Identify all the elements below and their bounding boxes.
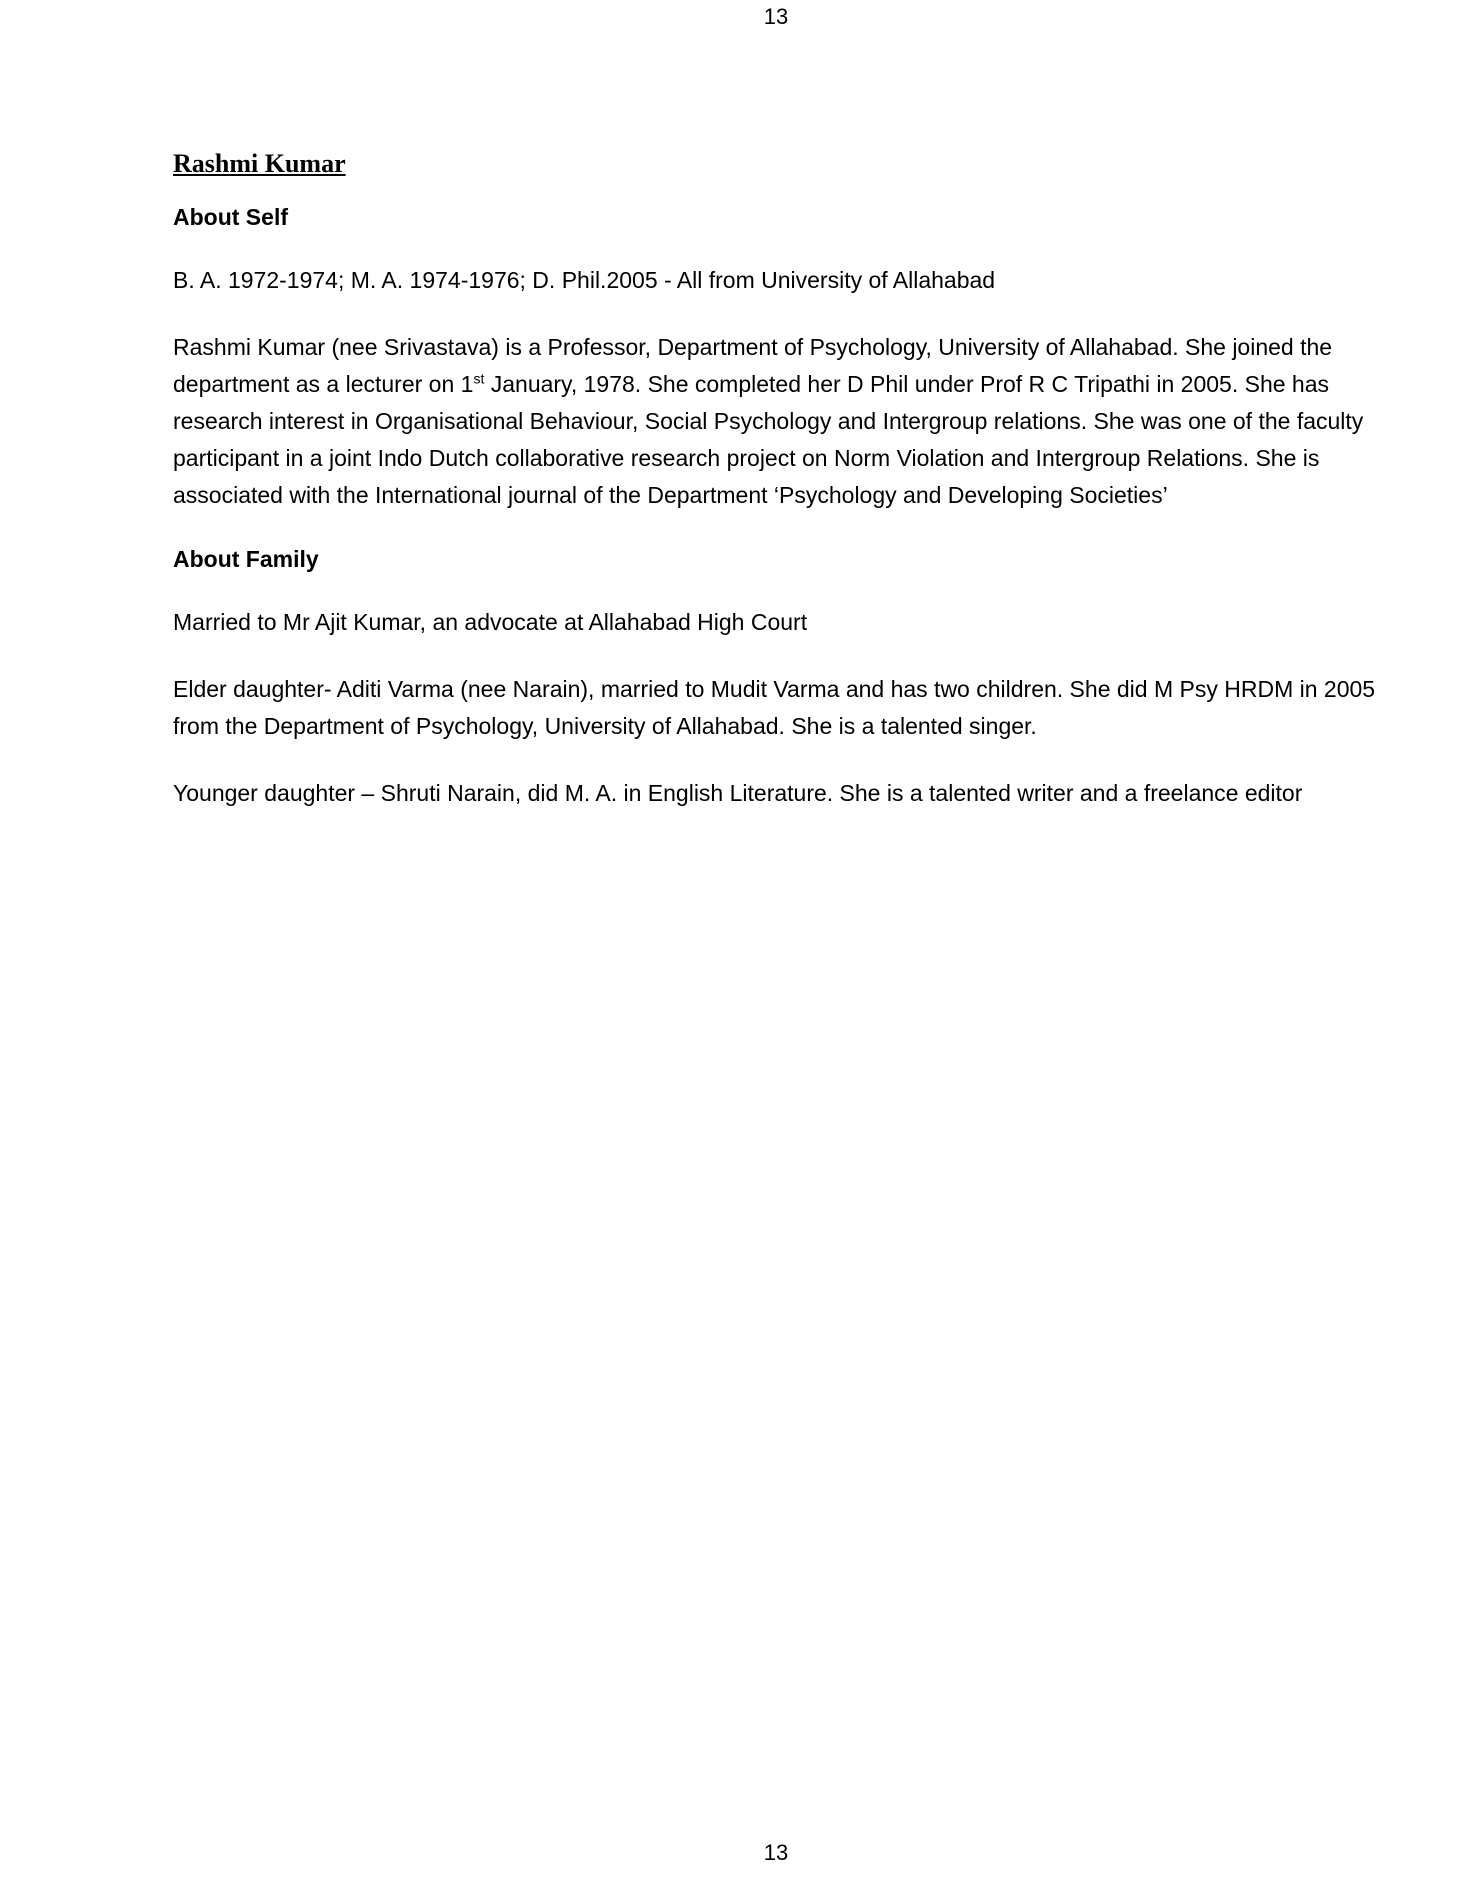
elder-daughter-paragraph: Elder daughter- Aditi Varma (nee Narain), married to Mudit Varma and has two children. She did M Psy HRDM in 2005 from the Department of Psychology, University of Allahabad. She is a talented singer. <box>173 676 1376 739</box>
bio-text-part1: Rashmi Kumar (nee Srivastava) is a Professor, Department of Psychology, University of Allahabad. She joined the department as a lecturer on 1 <box>173 334 1333 397</box>
page-number-bottom: 13 <box>763 1840 789 1865</box>
spouse-line: Married to Mr Ajit Kumar, an advocate at Allahabad High Court <box>173 609 808 635</box>
younger-daughter-paragraph: Younger daughter – Shruti Narain, did M. A. in English Literature. She is a talented writer and a freelance editor <box>173 780 1303 806</box>
about-family-heading: About Family <box>173 546 319 572</box>
education-line: B. A. 1972-1974; M. A. 1974-1976; D. Phil.2005 - All from University of Allahabad <box>173 267 996 293</box>
document-body <box>173 148 1383 842</box>
person-name-heading: Rashmi Kumar <box>173 149 346 178</box>
about-self-heading: About Self <box>173 204 288 230</box>
bio-superscript: st <box>473 370 485 387</box>
bio-paragraph <box>173 329 1383 514</box>
page-number-top: 13 <box>763 4 789 29</box>
bio-text-part2: January, 1978. She completed her D Phil under Prof R C Tripathi in 2005. She has research interest in Organisational Behaviour, Social Psychology and Intergroup relations. She was one of the faculty participant in a joint Indo Dutch collaborative research project on Norm Violation and Intergroup Relations. She is associated with the International journal of the Department ‘Psychology and Developing Societies’ <box>173 371 1364 508</box>
